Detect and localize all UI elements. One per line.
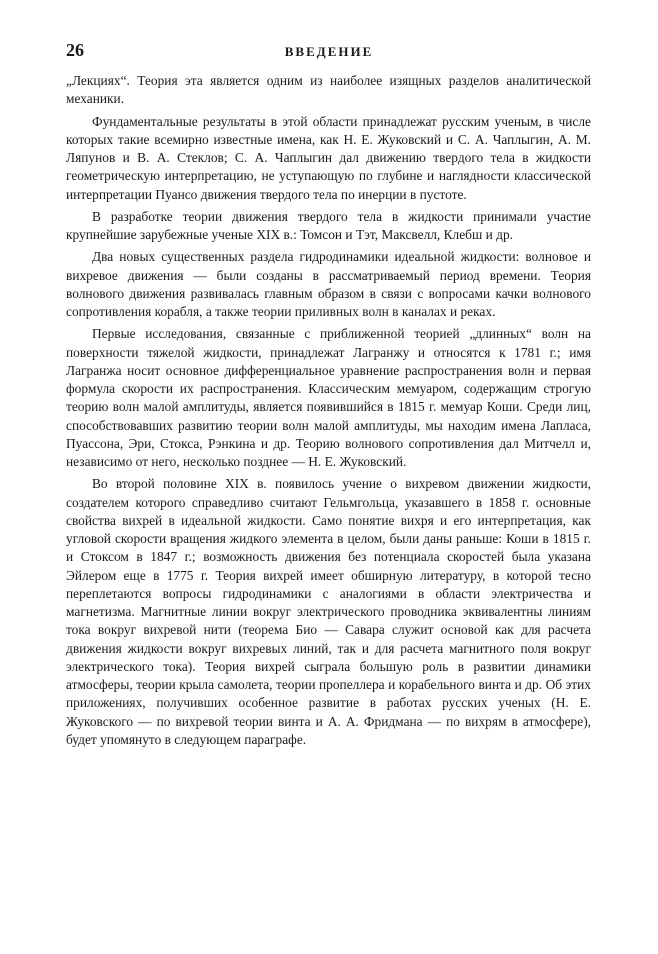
- paragraph: Первые исследования, связанные с приближенной теорией „длинных“ волн на поверхности тяжелой жидкости, принадлежат Лагранжу и относятся к 1781 г.; имя Лагранжа носит основное дифференциальное уравнение распространения волн и первая формула скорости их распространения. Классическим мемуаром, содержащим строгую теорию волн малой амплитуды, является появившийся в 1815 г. мемуар Коши. Среди лиц, способствовавших развитию теории волн малой амплитуды, мы находим имена Лапласа, Пуассона, Эри, Стокса, Рэнкина и др. Теорию волнового сопротивления дал Митчелл и, независимо от него, несколько позднее — Н. Е. Жуковский.: [66, 326, 591, 469]
- paragraph: Два новых существенных раздела гидродинамики идеальной жидкости: волновое и вихревое движения — были созданы в рассматриваемый период времени. Теория волнового движения развивалась главным образом в связи с вопросами качки волнового сопротивления корабля, а также теории приливных волн в каналах и реках.: [66, 249, 591, 319]
- body-text: [66, 72, 591, 749]
- page-header: [66, 40, 592, 62]
- running-head: ВВЕДЕНИЕ: [284, 44, 374, 59]
- page-number: 26: [66, 40, 84, 60]
- paragraph: Во второй половине XIX в. появилось учение о вихревом движении жидкости, создателем которого справедливо считают Гельмгольца, указавшего в 1858 г. основные свойства вихрей в идеальной жидкости. Само понятие вихря и его интерпретация, как угловой скорости вращения жидкого элемента в целом, были даны раньше: Коши в 1815 г. и Стоксом в 1847 г.; возможность движения без потенциала скоростей была указана Эйлером еще в 1775 г. Теория вихрей имеет обширную литературу, в которой тесно переплетаются вопросы гидродинамики с аналогиями в области электричества и магнетизма. Магнитные линии вокруг электрического проводника эквивалентны линиям тока вокруг вихревой нити (теорема Био — Савара служит основой как для расчета движения жидкости вокруг вихревых линий, так и для расчета магнитного поля вокруг электрического тока). Теория вихрей сыграла большую роль в развитии динамики атмосферы, теории крыла самолета, теории пропеллера и корабельного винта и др. Об этих приложениях, получивших особенное развитие в работах русских ученых (Н. Е. Жуковского — по вихревой теории винта и А. А. Фридмана — по вихрям в атмосфере), будет упомянуто в следующем параграфе.: [66, 476, 591, 747]
- paragraph: В разработке теории движения твердого тела в жидкости принимали участие крупнейшие зарубежные ученые XIX в.: Томсон и Тэт, Максвелл, Клебш и др.: [66, 208, 591, 242]
- paragraph-continuation: „Лекциях“. Теория эта является одним из наиболее изящных разделов аналитической механики.: [66, 73, 591, 107]
- paragraph: Фундаментальные результаты в этой области принадлежат русским ученым, в числе которых такие всемирно известные имена, как Н. Е. Жуковский и С. А. Чаплыгин, А. М. Ляпунов и В. А. Стеклов; С. А. Чаплыгин дал движению твердого тела в жидкости геометрическую интерпретацию, не уступающую по глубине и наглядности классической интерпретации Пуансо движения твердого тела по инерции в пустоте.: [66, 113, 591, 202]
